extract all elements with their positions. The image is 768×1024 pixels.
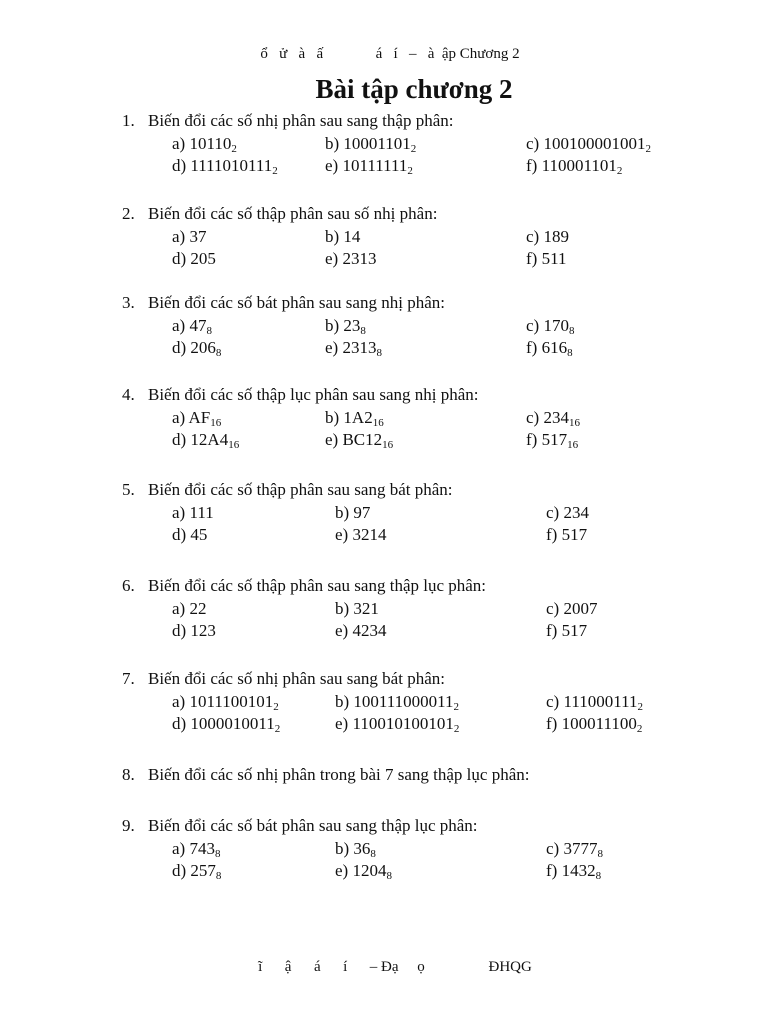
item-base-subscript: 16 (228, 439, 240, 451)
item-value: 47 (189, 316, 207, 335)
item-value: BC12 (342, 430, 383, 449)
item-base-subscript: 2 (410, 143, 417, 155)
item-label: b) (335, 503, 350, 522)
exercise-item (526, 226, 726, 248)
exercise-3 (122, 291, 722, 359)
item-value: 234 (563, 503, 589, 522)
item-label: f) (526, 249, 538, 268)
item-value: 234 (543, 408, 569, 427)
item-value: 2313 (342, 249, 377, 268)
exercise-8 (122, 763, 722, 787)
item-value: 23 (343, 316, 361, 335)
item-label: b) (335, 839, 350, 858)
exercise-item (172, 337, 325, 359)
item-label: e) (325, 156, 339, 175)
exercise-item (546, 598, 746, 620)
exercise-item (546, 860, 746, 882)
exercise-items (172, 133, 722, 177)
item-value: 4234 (352, 621, 387, 640)
exercise-item (546, 620, 746, 642)
item-label: d) (172, 156, 187, 175)
item-label: a) (172, 316, 186, 335)
exercise-item (325, 315, 526, 337)
item-label: e) (335, 861, 349, 880)
exercise-title: Biến đổi các số nhị phân trong bài 7 sang thập lục phân: (148, 765, 530, 784)
exercise-heading (122, 109, 722, 133)
item-label: c) (546, 599, 560, 618)
item-base-subscript: 8 (214, 848, 221, 860)
item-value: 14 (343, 227, 361, 246)
exercise-7 (122, 667, 722, 735)
exercise-number: 6. (122, 576, 135, 595)
exercise-items (172, 598, 722, 642)
item-value: 517 (561, 525, 588, 544)
item-value: 206 (190, 338, 216, 357)
exercise-item (325, 429, 526, 451)
exercise-item (172, 155, 325, 177)
item-value: 45 (190, 525, 208, 544)
item-value: 110001101 (541, 156, 617, 175)
exercise-items (172, 502, 722, 546)
item-value: 110010100101 (352, 714, 454, 733)
item-label: d) (172, 430, 187, 449)
exercise-item (325, 248, 526, 270)
item-base-subscript: 2 (231, 143, 237, 155)
item-base-subscript: 2 (637, 701, 643, 713)
item-value: 10111111 (342, 156, 408, 175)
item-value: 37 (189, 227, 207, 246)
item-value: 1111010111 (190, 156, 273, 175)
item-base-subscript: 2 (274, 723, 281, 735)
exercise-number: 2. (122, 204, 135, 223)
item-value: 36 (353, 839, 371, 858)
item-value: 100100001001 (543, 134, 646, 153)
item-value: 616 (541, 338, 568, 357)
item-base-subscript: 2 (636, 723, 643, 735)
exercise-item (546, 838, 746, 860)
page-title: Bài tập chương 2 (315, 74, 513, 104)
item-label: d) (172, 525, 187, 544)
item-base-subscript: 8 (595, 870, 602, 882)
item-value: 12A4 (190, 430, 229, 449)
exercise-item (526, 429, 726, 451)
item-label: a) (172, 839, 186, 858)
exercise-6 (122, 574, 722, 642)
exercise-item (172, 620, 335, 642)
item-label: e) (325, 430, 339, 449)
item-value: 123 (190, 621, 216, 640)
exercise-heading (122, 763, 722, 787)
exercise-1 (122, 109, 722, 177)
item-value: 10001101 (343, 134, 411, 153)
exercise-item (526, 407, 726, 429)
item-value: 517 (561, 621, 588, 640)
exercise-heading (122, 202, 722, 226)
exercise-item (172, 524, 335, 546)
item-label: f) (546, 861, 558, 880)
item-base-subscript: 8 (215, 347, 222, 359)
item-label: c) (546, 503, 560, 522)
item-value: 10110 (189, 134, 232, 153)
item-base-subscript: 2 (616, 165, 623, 177)
item-base-subscript: 16 (210, 417, 222, 429)
exercise-title: Biến đổi các số thập phân sau sang bát phân: (148, 480, 453, 499)
item-label: c) (546, 839, 560, 858)
exercise-item (172, 133, 325, 155)
exercise-item (325, 155, 526, 177)
exercise-item (335, 502, 546, 524)
exercise-item (172, 691, 335, 713)
exercise-item (172, 248, 325, 270)
exercise-item (526, 133, 726, 155)
item-label: c) (526, 134, 540, 153)
item-label: a) (172, 599, 186, 618)
item-base-subscript: 2 (453, 723, 460, 735)
item-label: c) (546, 692, 560, 711)
exercise-title: Biến đổi các số thập phân sau sang thập lục phân: (148, 576, 487, 595)
exercise-heading (122, 814, 722, 838)
exercise-number: 8. (122, 765, 135, 784)
item-value: 1000010011 (190, 714, 275, 733)
item-base-subscript: 2 (453, 701, 460, 713)
item-label: f) (546, 714, 558, 733)
item-label: c) (526, 316, 540, 335)
item-base-subscript: 16 (372, 417, 384, 429)
item-label: f) (526, 430, 538, 449)
exercise-title: Biến đổi các số bát phân sau sang nhị phân: (148, 293, 445, 312)
item-value: 1204 (352, 861, 387, 880)
item-value: 100011100 (561, 714, 637, 733)
exercise-items (172, 315, 722, 359)
exercise-item (172, 598, 335, 620)
item-label: b) (335, 599, 350, 618)
item-value: 22 (189, 599, 207, 618)
exercise-item (335, 838, 546, 860)
exercise-title: Biến đổi các số thập phân sau số nhị phân: (148, 204, 438, 223)
item-base-subscript: 8 (567, 347, 573, 359)
item-value: 170 (543, 316, 569, 335)
exercise-item (335, 691, 546, 713)
exercise-title: Biến đổi các số bát phân sau sang thập lục phân: (148, 816, 478, 835)
exercise-heading (122, 383, 722, 407)
exercise-item (546, 524, 746, 546)
exercise-items (172, 838, 722, 882)
item-value: 1432 (561, 861, 596, 880)
exercise-item (325, 407, 526, 429)
item-label: e) (335, 714, 349, 733)
exercise-number: 1. (122, 111, 135, 130)
exercise-item (335, 598, 546, 620)
item-label: e) (325, 338, 339, 357)
item-base-subscript: 8 (360, 325, 366, 337)
exercise-item (335, 524, 546, 546)
exercise-item (325, 337, 526, 359)
item-value: 2313 (342, 338, 377, 357)
exercise-title: Biến đổi các số thập lục phân sau sang nhị phân: (148, 385, 479, 404)
item-label: a) (172, 408, 186, 427)
exercise-item (526, 248, 726, 270)
item-base-subscript: 8 (568, 325, 575, 337)
exercise-item (172, 860, 335, 882)
item-label: d) (172, 249, 187, 268)
exercise-items (172, 226, 722, 270)
item-base-subscript: 8 (370, 848, 376, 860)
exercise-title: Biến đổi các số nhị phân sau sang thập phân: (148, 111, 454, 130)
item-base-subscript: 16 (567, 439, 579, 451)
item-base-subscript: 8 (376, 347, 382, 359)
item-base-subscript: 2 (407, 165, 413, 177)
item-label: b) (325, 227, 340, 246)
item-base-subscript: 2 (273, 701, 279, 713)
item-value: 205 (190, 249, 216, 268)
exercise-2 (122, 202, 722, 270)
exercise-heading (122, 667, 722, 691)
exercise-item (526, 337, 726, 359)
item-value: 257 (190, 861, 216, 880)
item-label: b) (325, 316, 340, 335)
exercise-item (325, 226, 526, 248)
item-label: f) (546, 621, 558, 640)
item-value: 2007 (563, 599, 598, 618)
item-value: 3214 (352, 525, 387, 544)
exercise-number: 7. (122, 669, 135, 688)
exercise-4 (122, 383, 722, 451)
exercise-number: 3. (122, 293, 135, 312)
exercise-number: 4. (122, 385, 135, 404)
item-value: 189 (543, 227, 569, 246)
exercise-title: Biến đổi các số nhị phân sau sang bát phân: (148, 669, 445, 688)
running-footer: ĩ ậ á í – Đạ ọ ĐHQG (258, 959, 532, 975)
item-label: b) (325, 408, 340, 427)
item-label: f) (526, 338, 538, 357)
item-base-subscript: 16 (568, 417, 580, 429)
item-value: 100111000011 (353, 692, 454, 711)
exercise-item (546, 502, 746, 524)
exercise-item (172, 226, 325, 248)
item-label: c) (526, 227, 540, 246)
item-value: 321 (353, 599, 379, 618)
item-value: 111 (189, 503, 214, 522)
exercise-number: 9. (122, 816, 135, 835)
exercise-number: 5. (122, 480, 135, 499)
item-label: d) (172, 861, 187, 880)
exercise-item (172, 429, 325, 451)
exercise-items (172, 691, 722, 735)
exercise-item (172, 838, 335, 860)
item-value: 1A2 (343, 408, 373, 427)
item-label: d) (172, 621, 187, 640)
exercise-9 (122, 814, 722, 882)
exercise-item (172, 713, 335, 735)
item-value: 511 (541, 249, 567, 268)
item-label: d) (172, 714, 187, 733)
item-value: AF (188, 408, 211, 427)
exercise-item (335, 713, 546, 735)
exercise-item (526, 315, 726, 337)
item-label: f) (546, 525, 558, 544)
item-base-subscript: 2 (645, 143, 651, 155)
item-label: d) (172, 338, 187, 357)
item-value: 111000111 (563, 692, 638, 711)
exercise-item (325, 133, 526, 155)
item-label: a) (172, 503, 186, 522)
item-label: f) (526, 156, 538, 175)
item-label: a) (172, 227, 186, 246)
exercise-item (172, 407, 325, 429)
item-base-subscript: 8 (206, 325, 212, 337)
item-value: 97 (353, 503, 371, 522)
item-base-subscript: 16 (382, 439, 394, 451)
exercise-item (172, 315, 325, 337)
item-label: a) (172, 134, 186, 153)
exercise-heading (122, 478, 722, 502)
item-base-subscript: 8 (597, 848, 603, 860)
item-value: 1011100101 (189, 692, 274, 711)
item-base-subscript: 2 (272, 165, 278, 177)
exercise-item (172, 502, 335, 524)
item-value: 743 (189, 839, 215, 858)
exercise-item (546, 691, 746, 713)
item-value: 517 (541, 430, 568, 449)
exercise-heading (122, 291, 722, 315)
item-value: 3777 (563, 839, 598, 858)
item-label: b) (335, 692, 350, 711)
exercise-item (526, 155, 726, 177)
running-header: ổ ử à ấ á í – à ập Chương 2 (260, 46, 520, 62)
exercise-item (546, 713, 746, 735)
item-label: c) (526, 408, 540, 427)
exercise-item (335, 860, 546, 882)
exercise-item (335, 620, 546, 642)
exercise-5 (122, 478, 722, 546)
item-label: e) (325, 249, 339, 268)
item-label: b) (325, 134, 340, 153)
item-base-subscript: 8 (215, 870, 222, 882)
exercise-heading (122, 574, 722, 598)
item-label: e) (335, 525, 349, 544)
exercise-items (172, 407, 722, 451)
item-label: a) (172, 692, 186, 711)
item-base-subscript: 8 (386, 870, 392, 882)
item-label: e) (335, 621, 349, 640)
